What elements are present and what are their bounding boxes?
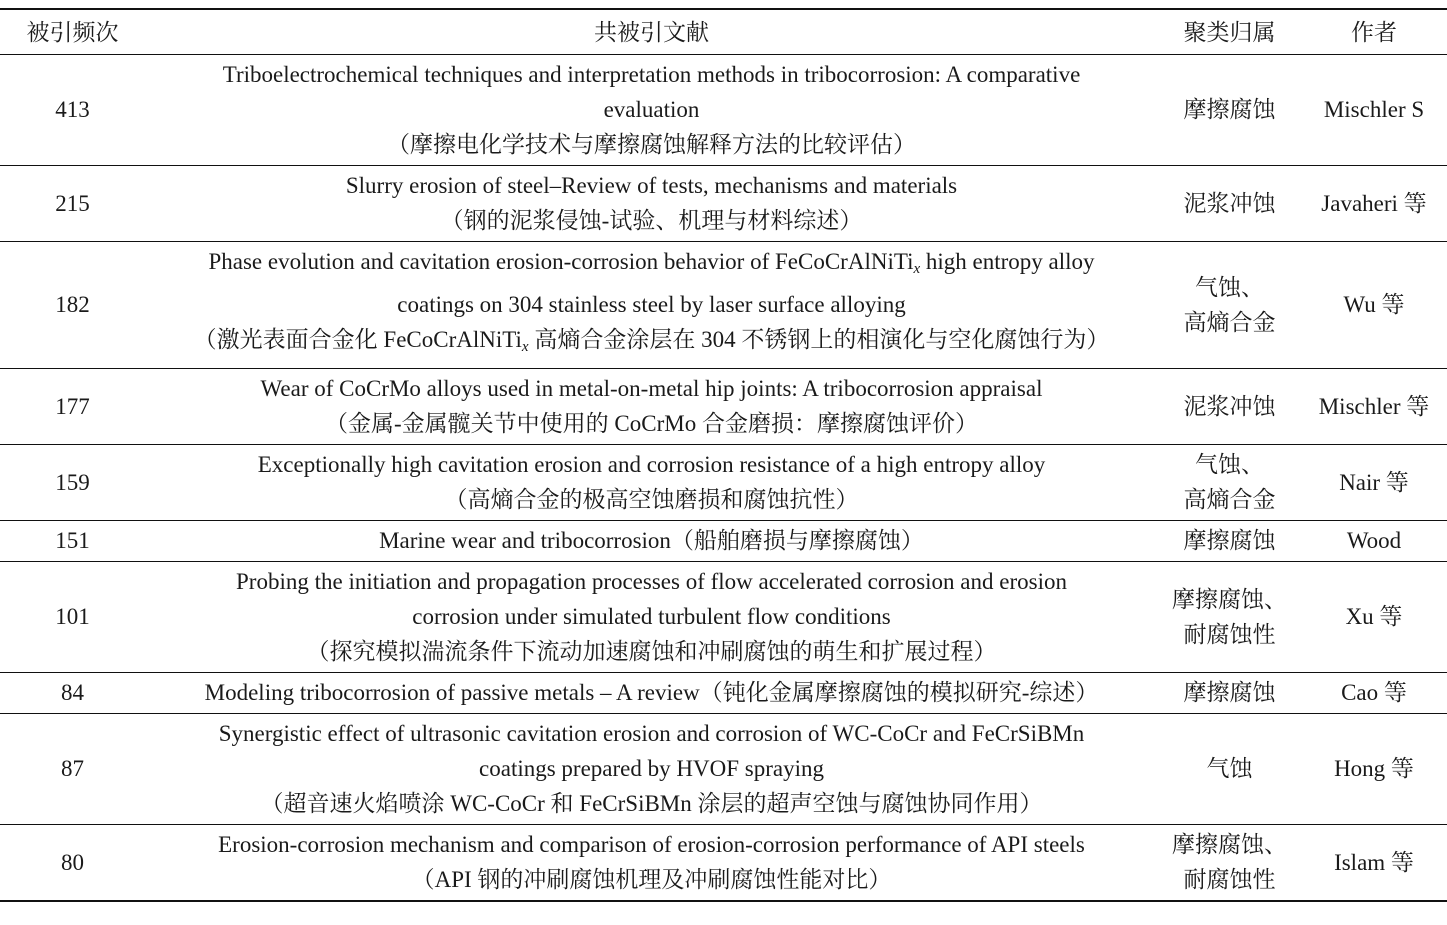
reference-text: Phase evolution and cavitation erosion-corrosion behavior of FeCoCrAlNiTi xyxy=(208,249,914,274)
reference-text: 高熵合金涂层在 304 不锈钢上的相演化与空化腐蚀行为） xyxy=(528,327,1110,352)
reference-cell xyxy=(145,445,1158,521)
reference-line: coatings on 304 stainless steel by laser surface alloying xyxy=(397,292,906,317)
cluster-cell xyxy=(1158,521,1301,562)
citation-count: 177 xyxy=(55,393,90,419)
reference-translation: （摩擦电化学技术与摩擦腐蚀解释方法的比较评估） xyxy=(387,132,916,157)
reference-cell xyxy=(145,55,1158,166)
cluster-cell xyxy=(1158,55,1301,166)
header-reference: 共被引文献 xyxy=(594,19,709,45)
cluster-label: 摩擦腐蚀 xyxy=(1183,680,1276,705)
cluster-label: 摩擦腐蚀、 xyxy=(1172,586,1287,612)
table-header xyxy=(0,9,1447,55)
table-row xyxy=(0,166,1447,242)
reference-line: Slurry erosion of steel–Review of tests, mechanisms and materials xyxy=(345,173,958,198)
author-cell: Wu 等 xyxy=(1343,292,1405,317)
reference-translation: （钢的泥浆侵蚀-试验、机理与材料综述） xyxy=(440,208,863,233)
reference-line xyxy=(151,244,1152,287)
cluster-label: 泥浆冲蚀 xyxy=(1183,393,1276,419)
table-row xyxy=(0,521,1447,562)
reference-line: Triboelectrochemical techniques and interpretation methods in tribocorrosion: A comparative xyxy=(222,62,1081,87)
cluster-label: 高熵合金 xyxy=(1183,487,1276,512)
cluster-cell xyxy=(1158,673,1301,714)
citation-count: 215 xyxy=(55,190,90,216)
citation-count: 80 xyxy=(61,849,84,875)
table-row xyxy=(0,562,1447,673)
reference-line: corrosion under simulated turbulent flow conditions xyxy=(412,604,891,629)
table-body xyxy=(0,55,1447,902)
author-cell: Xu 等 xyxy=(1345,604,1403,629)
table-row xyxy=(0,242,1447,369)
cluster-label: 气蚀 xyxy=(1206,756,1253,781)
cluster-label: 泥浆冲蚀 xyxy=(1183,190,1276,216)
reference-cell xyxy=(145,242,1158,369)
cluster-label: 耐腐蚀性 xyxy=(1183,621,1276,647)
reference-translation: （API 钢的冲刷腐蚀机理及冲刷腐蚀性能对比） xyxy=(411,867,892,892)
reference-line: Modeling tribocorrosion of passive metals – A review（钝化金属摩擦腐蚀的模拟研究-综述） xyxy=(204,680,1099,705)
author-cell: Javaheri 等 xyxy=(1321,190,1427,216)
reference-translation: （高熵合金的极高空蚀磨损和腐蚀抗性） xyxy=(444,487,859,512)
reference-cell xyxy=(145,521,1158,562)
table-row xyxy=(0,445,1447,521)
table-row xyxy=(0,825,1447,902)
subscript: x xyxy=(521,339,529,355)
header-count: 被引频次 xyxy=(26,19,119,45)
cluster-cell xyxy=(1158,445,1301,521)
reference-line: evaluation xyxy=(603,97,700,122)
cluster-cell xyxy=(1158,166,1301,242)
cluster-cell xyxy=(1158,562,1301,673)
cluster-cell xyxy=(1158,242,1301,369)
author-cell: Mischler 等 xyxy=(1318,393,1430,419)
citation-count: 159 xyxy=(55,469,90,495)
cluster-label: 高熵合金 xyxy=(1183,309,1276,335)
reference-translation: （探究模拟湍流条件下流动加速腐蚀和冲刷腐蚀的萌生和扩展过程） xyxy=(306,639,997,664)
author-cell: Cao 等 xyxy=(1341,680,1407,705)
table-row xyxy=(0,369,1447,445)
header-cluster: 聚类归属 xyxy=(1183,19,1276,45)
citation-count: 84 xyxy=(61,680,84,705)
reference-line: Synergistic effect of ultrasonic cavitation erosion and corrosion of WC-CoCr and FeCrSiBMn xyxy=(218,721,1085,746)
citation-count: 101 xyxy=(55,604,90,629)
reference-line: Marine wear and tribocorrosion（船舶磨损与摩擦腐蚀） xyxy=(379,528,924,553)
cluster-cell xyxy=(1158,825,1301,902)
reference-cell xyxy=(145,369,1158,445)
reference-cell xyxy=(145,562,1158,673)
reference-cell xyxy=(145,825,1158,902)
author-cell: Islam 等 xyxy=(1334,849,1414,875)
cluster-label: 气蚀、 xyxy=(1195,452,1264,477)
table-row xyxy=(0,673,1447,714)
reference-line: Probing the initiation and propagation processes of flow accelerated corrosion and erosion xyxy=(236,569,1067,594)
reference-text: （激光表面合金化 FeCoCrAlNiTi xyxy=(193,327,522,352)
reference-line: coatings prepared by HVOF spraying xyxy=(479,756,824,781)
reference-line: Wear of CoCrMo alloys used in metal-on-metal hip joints: A tribocorrosion appraisal xyxy=(260,376,1043,401)
header-author: 作者 xyxy=(1351,19,1397,45)
cluster-label: 摩擦腐蚀 xyxy=(1183,528,1276,553)
table-row xyxy=(0,714,1447,825)
reference-line: Erosion-corrosion mechanism and comparison of erosion-corrosion performance of API steels xyxy=(218,832,1085,857)
author-cell: Wood xyxy=(1346,528,1402,553)
citation-count: 413 xyxy=(55,97,90,122)
co-citation-table xyxy=(0,8,1447,902)
subscript: x xyxy=(913,261,921,277)
table-row xyxy=(0,55,1447,166)
cluster-label: 摩擦腐蚀 xyxy=(1183,97,1276,122)
citation-count: 151 xyxy=(55,528,90,553)
cluster-cell xyxy=(1158,369,1301,445)
cluster-label: 气蚀、 xyxy=(1195,274,1264,300)
author-cell: Mischler S xyxy=(1323,97,1425,122)
reference-translation: （超音速火焰喷涂 WC-CoCr 和 FeCrSiBMn 涂层的超声空蚀与腐蚀协同作用） xyxy=(260,791,1043,816)
reference-text: high entropy alloy xyxy=(920,249,1095,274)
cluster-cell xyxy=(1158,714,1301,825)
reference-cell xyxy=(145,714,1158,825)
cluster-label: 摩擦腐蚀、 xyxy=(1172,832,1287,857)
reference-cell xyxy=(145,673,1158,714)
citation-count: 182 xyxy=(55,292,90,317)
header-row xyxy=(0,9,1447,55)
author-cell: Hong 等 xyxy=(1334,756,1414,781)
reference-line: Exceptionally high cavitation erosion and corrosion resistance of a high entropy alloy xyxy=(257,452,1046,477)
reference-translation xyxy=(151,322,1152,365)
reference-translation: （金属-金属髋关节中使用的 CoCrMo 合金磨损：摩擦腐蚀评价） xyxy=(325,411,978,436)
reference-cell xyxy=(145,166,1158,242)
cluster-label: 耐腐蚀性 xyxy=(1183,867,1276,892)
author-cell: Nair 等 xyxy=(1339,469,1409,495)
citation-count: 87 xyxy=(61,756,84,781)
